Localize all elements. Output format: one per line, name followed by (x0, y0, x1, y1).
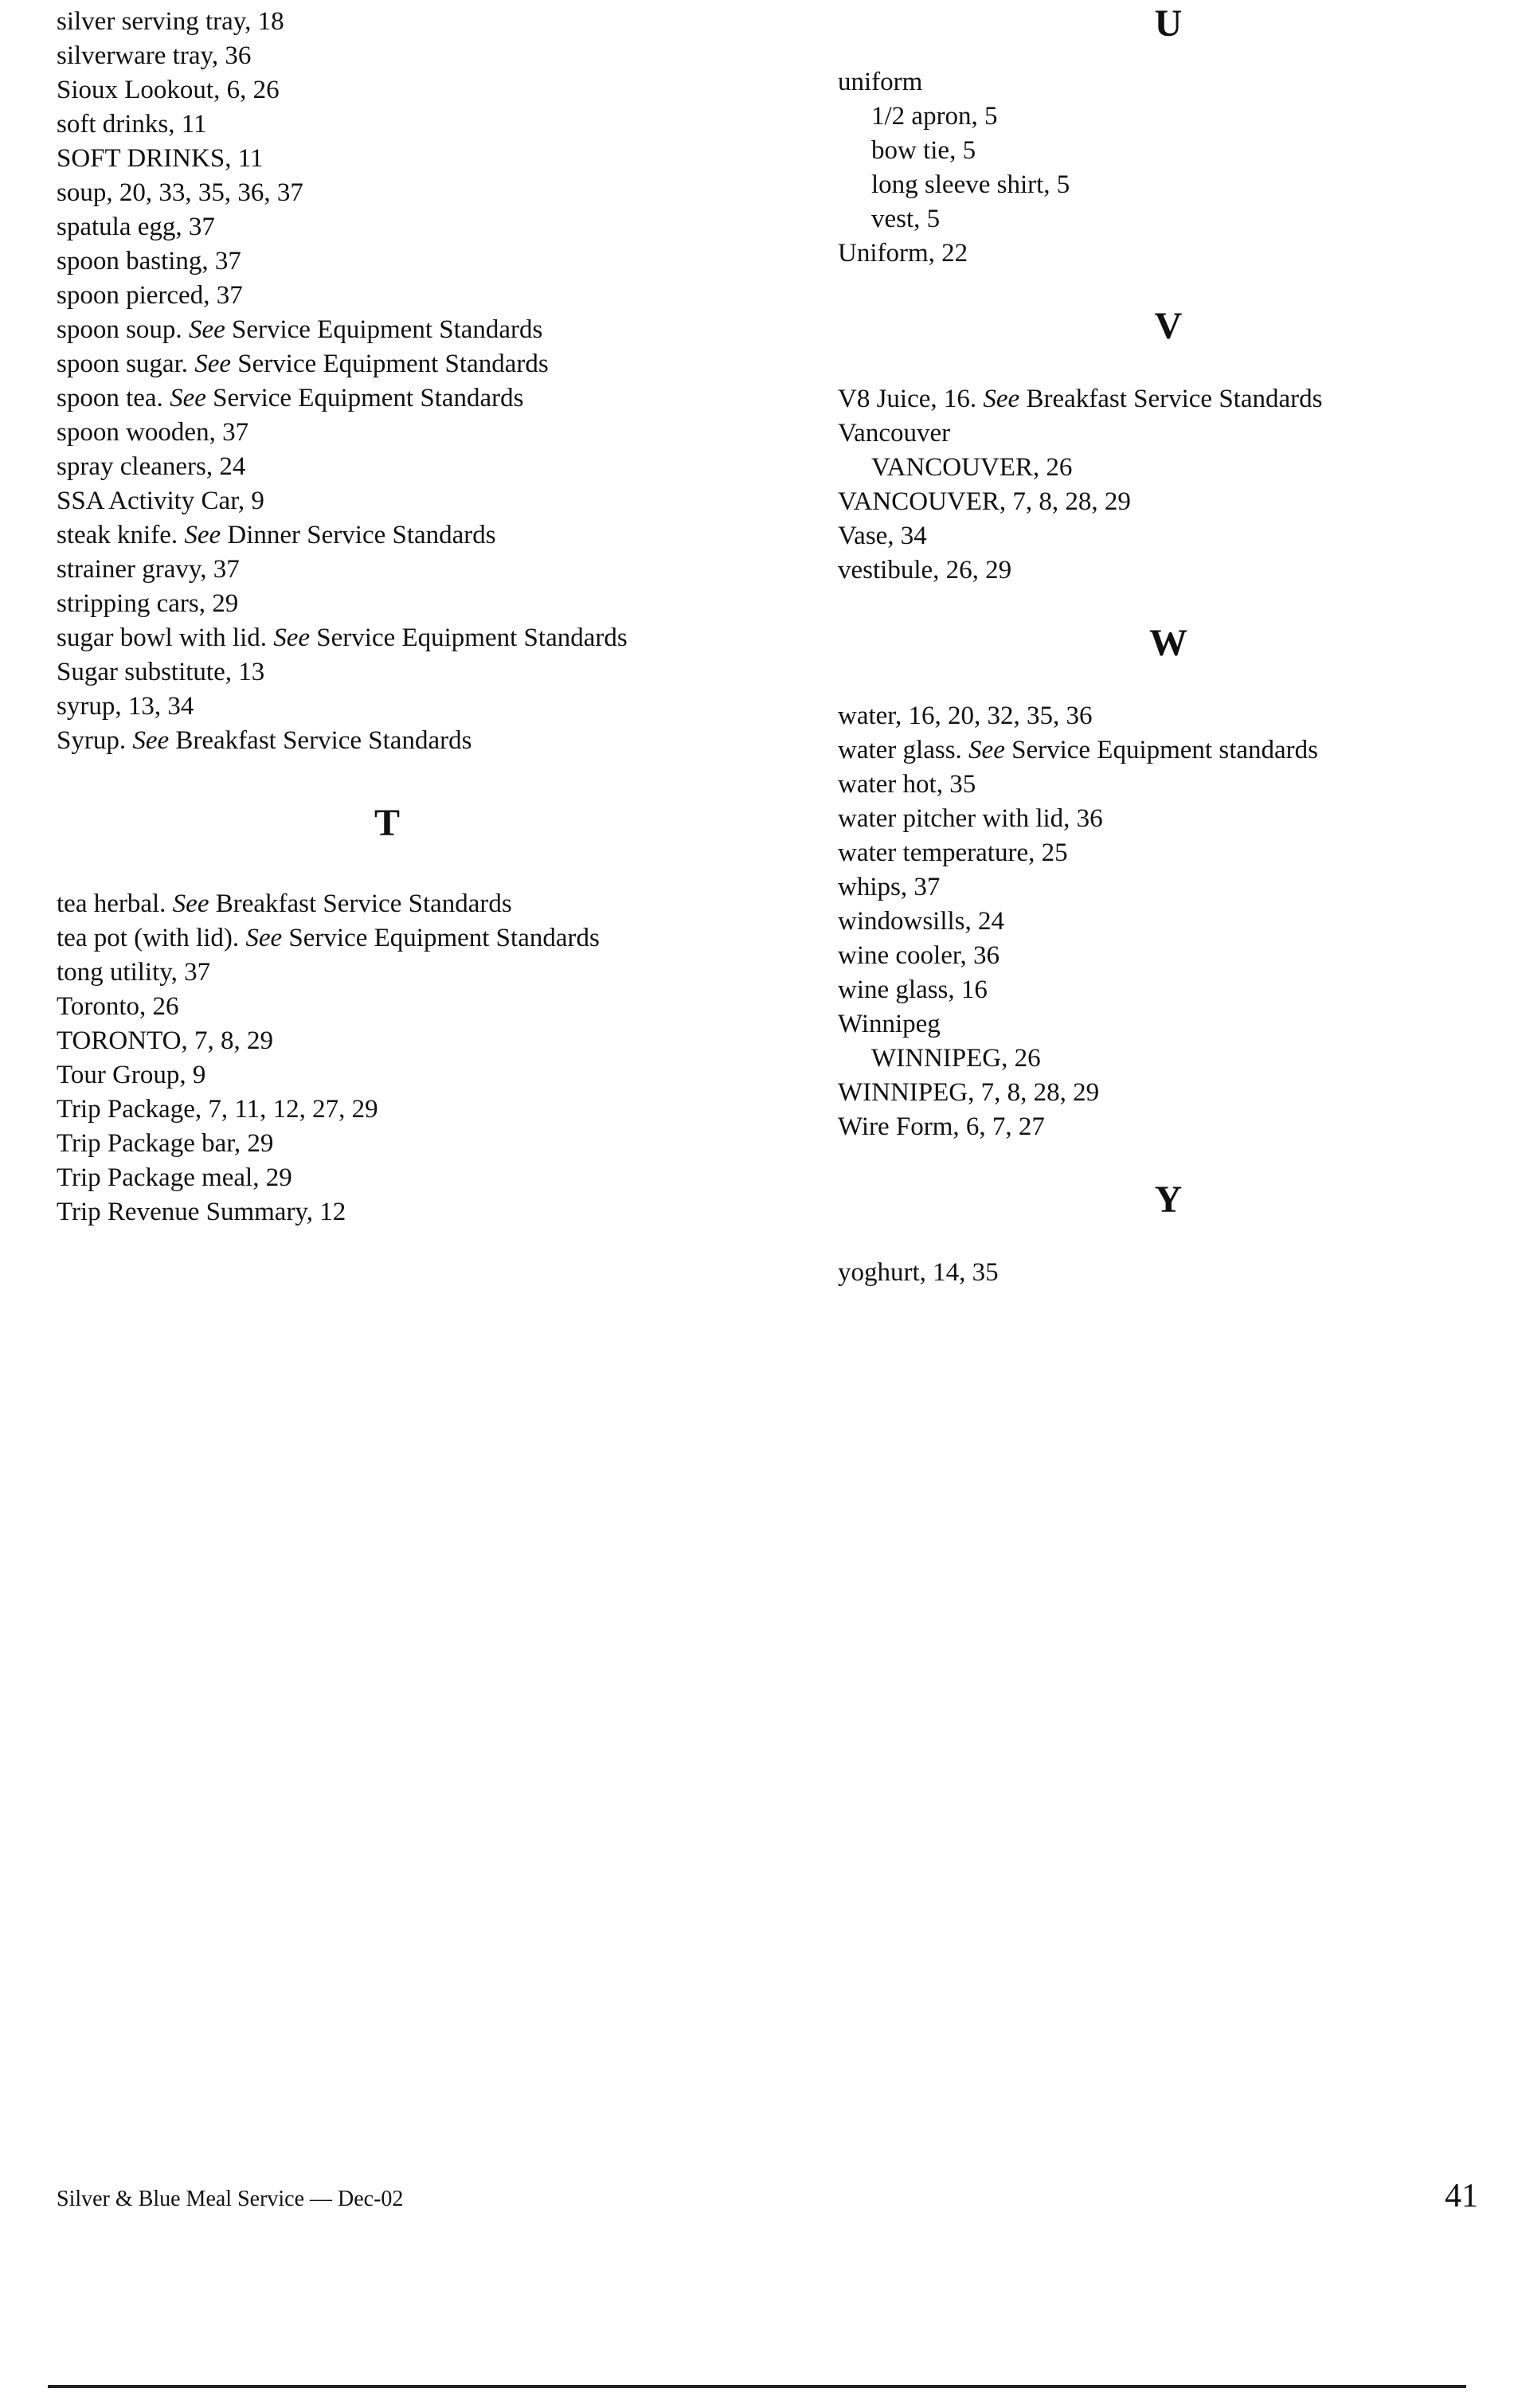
index-entry (57, 108, 757, 142)
index-entry-term: spoon wooden, 37 (57, 418, 249, 447)
footer-title: Silver & Blue Meal Service — Dec-02 (57, 2187, 404, 2211)
index-entry-term: long sleeve shirt, 5 (871, 170, 1070, 199)
index-entry (57, 313, 757, 347)
index-entry-term: Vase, 34 (838, 522, 927, 550)
index-entry (57, 279, 757, 313)
index-entry (57, 1093, 757, 1127)
index-see-reference: Breakfast Service Standards (175, 726, 472, 755)
index-see-reference: Dinner Service Standards (227, 521, 496, 549)
index-group-s (57, 5, 757, 758)
index-see-reference: Service Equipment standards (1011, 736, 1318, 764)
index-entry (838, 553, 1475, 588)
index-entry (57, 176, 757, 210)
index-group-w (838, 699, 1475, 1144)
index-entry-term: vest, 5 (871, 205, 941, 233)
index-entry (838, 905, 1475, 939)
index-entry-term: Trip Revenue Summary, 12 (57, 1198, 346, 1226)
index-entry (57, 1127, 757, 1161)
index-see-label: See (968, 736, 1005, 764)
index-letter-heading: W (1149, 622, 1187, 664)
index-entry (57, 956, 757, 990)
index-group-y (838, 1256, 1475, 1290)
index-entry (57, 621, 757, 655)
index-entry (838, 65, 1475, 100)
index-entry-term: Tour Group, 9 (57, 1061, 206, 1089)
index-entry (838, 236, 1475, 271)
index-entry-term: water temperature, 25 (838, 838, 1068, 867)
index-see-label: See (983, 385, 1020, 413)
index-entry-term: V8 Juice, 16. (838, 385, 977, 413)
index-entry-term: spray cleaners, 24 (57, 452, 246, 481)
index-entry (838, 134, 1475, 168)
index-entry-term: spoon tea. (57, 384, 163, 412)
index-entry (838, 973, 1475, 1007)
index-entry-term: Sugar substitute, 13 (57, 658, 265, 686)
index-see-reference: Service Equipment Standards (316, 624, 628, 652)
index-entry-term: water glass. (838, 736, 962, 764)
index-entry (57, 587, 757, 621)
index-entry (57, 210, 757, 244)
index-entry-term: strainer gravy, 37 (57, 555, 240, 584)
index-letter-heading: U (1154, 2, 1183, 45)
index-entry (57, 1161, 757, 1195)
index-entry (838, 768, 1475, 802)
bottom-rule (48, 2385, 1466, 2388)
index-see-reference: Service Equipment Standards (288, 924, 600, 952)
index-entry (57, 416, 757, 450)
index-entry-term: sugar bowl with lid. (57, 624, 267, 652)
index-entry (838, 870, 1475, 905)
index-entry (838, 451, 1475, 485)
index-entry-term: Winnipeg (838, 1010, 941, 1038)
index-entry-term: spoon basting, 37 (57, 247, 241, 276)
index-entry-term: Trip Package, 7, 11, 12, 27, 29 (57, 1095, 378, 1124)
index-entry (57, 484, 757, 518)
index-group-v (838, 382, 1475, 588)
index-entry (57, 1024, 757, 1058)
index-entry (57, 347, 757, 381)
index-entry-term: VANCOUVER, 7, 8, 28, 29 (838, 487, 1131, 516)
index-entry-term: Vancouver (838, 419, 951, 448)
index-entry (57, 244, 757, 279)
index-entry-term: soft drinks, 11 (57, 110, 207, 139)
index-entry (838, 1076, 1475, 1110)
index-entry (838, 416, 1475, 451)
index-entry-term: water, 16, 20, 32, 35, 36 (838, 702, 1093, 730)
index-entry-term: VANCOUVER, 26 (871, 453, 1073, 482)
index-entry-term: Toronto, 26 (57, 992, 179, 1021)
index-see-label: See (184, 521, 221, 549)
index-entry (838, 100, 1475, 134)
index-entry-term: soup, 20, 33, 35, 36, 37 (57, 178, 303, 207)
index-entry (838, 733, 1475, 768)
index-entry (57, 5, 757, 39)
index-entry (57, 450, 757, 484)
index-entry (57, 518, 757, 553)
index-column-right (838, 2, 1475, 1290)
index-see-reference: Service Equipment Standards (231, 315, 543, 344)
index-entry-term: TORONTO, 7, 8, 29 (57, 1026, 273, 1055)
index-entry (57, 1058, 757, 1093)
index-entry (57, 921, 757, 956)
index-entry-term: vestibule, 26, 29 (838, 556, 1012, 584)
index-entry-term: water hot, 35 (838, 770, 976, 799)
index-entry-term: spatula egg, 37 (57, 213, 215, 241)
index-entry-term: silverware tray, 36 (57, 41, 252, 70)
index-entry-term: wine glass, 16 (838, 975, 988, 1004)
index-entry-term: syrup, 13, 34 (57, 692, 194, 721)
index-see-label: See (132, 726, 170, 755)
index-entry (57, 887, 757, 921)
index-entry (838, 699, 1475, 733)
index-entry-term: uniform (838, 68, 923, 96)
index-entry-term: spoon soup. (57, 315, 182, 344)
index-entry (57, 39, 757, 73)
index-entry (838, 836, 1475, 870)
index-see-label: See (273, 624, 311, 652)
index-entry (838, 1110, 1475, 1144)
index-entry-term: spoon pierced, 37 (57, 281, 243, 310)
index-entry-term: whips, 37 (838, 873, 941, 901)
index-entry-term: WINNIPEG, 7, 8, 28, 29 (838, 1078, 1100, 1107)
index-column-left (57, 5, 757, 1229)
index-group-u (838, 65, 1475, 271)
page-number: 41 (1445, 2178, 1478, 2214)
index-see-label: See (170, 384, 206, 412)
index-entry-term: SSA Activity Car, 9 (57, 487, 264, 515)
index-letter-heading: V (1154, 305, 1183, 347)
index-entry (838, 939, 1475, 973)
index-entry-term: Wire Form, 6, 7, 27 (838, 1112, 1045, 1141)
index-entry-term: tea herbal. (57, 889, 166, 918)
index-entry-term: yoghurt, 14, 35 (838, 1258, 999, 1287)
index-entry-term: windowsills, 24 (838, 907, 1005, 936)
index-entry-term: Sioux Lookout, 6, 26 (57, 76, 280, 104)
index-entry-term: silver serving tray, 18 (57, 7, 284, 36)
index-entry (838, 202, 1475, 236)
index-group-t (57, 887, 757, 1229)
index-see-reference: Service Equipment Standards (237, 350, 549, 378)
index-see-label: See (194, 350, 232, 378)
index-entry-term: spoon sugar. (57, 350, 188, 378)
index-entry (57, 990, 757, 1024)
index-see-label: See (245, 924, 283, 952)
index-entry (57, 553, 757, 587)
index-entry (57, 381, 757, 416)
index-entry-term: Uniform, 22 (838, 239, 968, 268)
index-see-reference: Breakfast Service Standards (1026, 385, 1323, 413)
index-letter-heading: Y (1154, 1179, 1183, 1221)
index-entry (57, 690, 757, 724)
index-entry-term: 1/2 apron, 5 (871, 102, 998, 131)
index-letter-heading: T (374, 802, 400, 844)
index-entry (57, 142, 757, 176)
index-entry-term: water pitcher with lid, 36 (838, 804, 1103, 833)
index-entry (838, 382, 1475, 416)
index-entry (838, 802, 1475, 836)
index-entry-term: bow tie, 5 (871, 136, 976, 165)
index-entry (838, 519, 1475, 553)
index-entry-term: tong utility, 37 (57, 958, 211, 987)
index-entry (57, 1195, 757, 1229)
index-entry-term: stripping cars, 29 (57, 589, 239, 618)
index-entry (838, 485, 1475, 519)
index-see-label: See (172, 889, 209, 918)
index-entry (57, 655, 757, 690)
index-see-label: See (188, 315, 225, 344)
index-entry (57, 724, 757, 758)
index-entry (838, 1256, 1475, 1290)
index-see-reference: Breakfast Service Standards (215, 889, 512, 918)
index-entry (838, 1042, 1475, 1076)
index-entry-term: steak knife. (57, 521, 178, 549)
index-see-reference: Service Equipment Standards (213, 384, 524, 412)
index-entry-term: SOFT DRINKS, 11 (57, 144, 264, 173)
index-entry-term: Trip Package meal, 29 (57, 1163, 292, 1192)
index-entry (57, 73, 757, 108)
index-entry-term: wine cooler, 36 (838, 941, 1000, 970)
index-entry (838, 1007, 1475, 1042)
index-entry-term: tea pot (with lid). (57, 924, 240, 952)
index-entry-term: Trip Package bar, 29 (57, 1129, 274, 1158)
index-entry-term: WINNIPEG, 26 (871, 1044, 1041, 1073)
index-entry (838, 168, 1475, 202)
index-entry-term: Syrup. (57, 726, 127, 755)
